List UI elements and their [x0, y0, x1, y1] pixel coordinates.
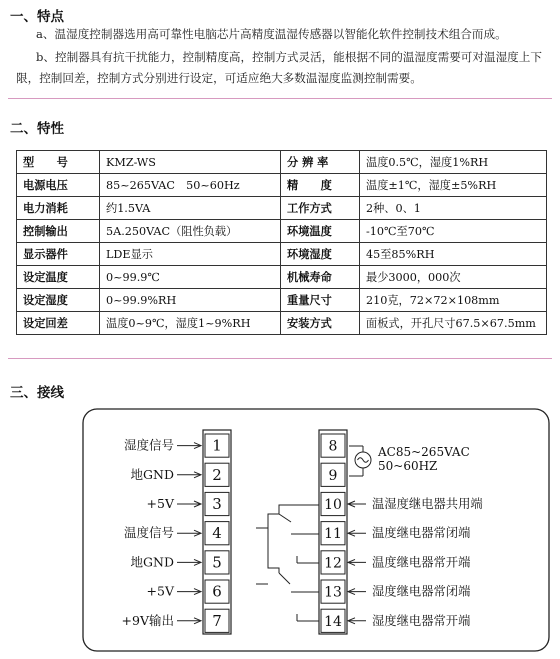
spec-value: 2种、0、1: [360, 197, 547, 220]
terminal-number: 5: [212, 553, 222, 572]
spec-label: 环境湿度: [281, 243, 360, 266]
power-spec-frequency: 50~60HZ: [378, 459, 438, 473]
spec-label: 分 辨 率: [281, 151, 360, 174]
spec-label: 工作方式: [281, 197, 360, 220]
spec-label: 重量尺寸: [281, 289, 360, 312]
spec-value: LDE显示: [100, 243, 281, 266]
terminal-label: 湿度信号: [123, 437, 174, 453]
feature-paragraph-b: b、控制器具有抗干扰能力，控制精度高，控制方式灵活，能根据不同的温湿度需要可对温湿度上下限，控制回差，控制方式分别进行设定，可适应绝大多数温湿度监测控制需要。: [16, 50, 542, 85]
terminal-number: 11: [324, 526, 342, 543]
spec-label: 设定温度: [17, 266, 100, 289]
terminal-label: 地GND: [130, 554, 174, 570]
humidity-relay-contact: [279, 573, 290, 584]
spec-value: 温度±1℃，湿度±5%RH: [360, 174, 547, 197]
spec-value: 45至85%RH: [360, 243, 547, 266]
spec-label: 控制输出: [17, 220, 100, 243]
spec-label: 环境温度: [281, 220, 360, 243]
spec-label: 电力消耗: [17, 197, 100, 220]
feature-paragraph-a: a、温湿度控制器选用高可靠性电脑芯片高精度温湿传感器以智能化软件控制技术组合而成。: [36, 27, 507, 41]
section-title-features: 一、特点: [10, 9, 64, 25]
spec-value: 面板式，开孔尺寸67.5×67.5mm: [360, 312, 547, 335]
terminal-label: 温度继电器常闭端: [372, 526, 471, 541]
spec-value: -10℃至70℃: [360, 220, 547, 243]
terminal-number: 1: [212, 436, 222, 455]
terminal-number: 13: [324, 584, 342, 601]
terminal-label: 温度信号: [123, 525, 174, 541]
section-title-specs: 二、特性: [10, 121, 64, 137]
spec-label: 型 号: [17, 151, 100, 174]
specs-table: [16, 150, 547, 335]
spec-label: 精 度: [281, 174, 360, 197]
terminal-label: 地GND: [130, 466, 174, 482]
terminal-number: 8: [328, 438, 338, 455]
terminal-label: +9V输出: [121, 612, 174, 628]
spec-value: 5A.250VAC（阻性负载）: [100, 220, 281, 243]
spec-value: 约1.5VA: [100, 197, 281, 220]
section-divider: [8, 358, 552, 359]
section-divider: [8, 98, 552, 99]
terminal-number: 12: [324, 555, 342, 572]
spec-row: [17, 220, 547, 243]
spec-label: 安装方式: [281, 312, 360, 335]
spec-row: [17, 151, 547, 174]
spec-label: 机械寿命: [281, 266, 360, 289]
terminal-number: 6: [212, 582, 222, 601]
terminal-number: 9: [328, 467, 338, 484]
temp-relay-contact: [279, 514, 291, 522]
spec-label: 显示器件: [17, 243, 100, 266]
spec-label: 设定湿度: [17, 289, 100, 312]
terminal-label: 温湿度继电器共用端: [372, 497, 483, 511]
power-spec-voltage: AC85~265VAC: [378, 445, 470, 459]
terminal-label: +5V: [146, 583, 174, 599]
terminal-label: 温度继电器常开端: [372, 555, 471, 570]
relay-schematic: [256, 505, 319, 621]
spec-row: [17, 174, 547, 197]
terminal-number: 10: [324, 497, 342, 513]
spec-value: 温度0.5℃，湿度1%RH: [360, 151, 547, 174]
spec-row: [17, 243, 547, 266]
spec-row: [17, 312, 547, 335]
wiring-diagram: [82, 408, 552, 653]
section-title-wiring: 三、接线: [10, 385, 64, 401]
terminal-number: 2: [212, 465, 222, 484]
spec-value: 210克，72×72×108mm: [360, 289, 547, 312]
spec-label: 电源电压: [17, 174, 100, 197]
spec-value: 最少3000，000次: [360, 266, 547, 289]
spec-value: 0~99.9℃: [100, 266, 281, 289]
terminal-number: 4: [212, 524, 222, 543]
terminal-number: 7: [212, 611, 222, 630]
spec-value: 0~99.9%RH: [100, 289, 281, 312]
terminal-label: 湿度继电器常闭端: [372, 584, 471, 599]
spec-value: KMZ-WS: [100, 151, 281, 174]
terminal-number: 14: [324, 613, 342, 630]
spec-label: 设定回差: [17, 312, 100, 335]
terminal-label: 湿度继电器常开端: [372, 613, 471, 628]
spec-value: 85~265VAC 50~60Hz: [100, 174, 281, 197]
spec-value: 温度0~9℃，湿度1~9%RH: [100, 312, 281, 335]
spec-row: [17, 266, 547, 289]
spec-row: [17, 289, 547, 312]
terminal-number: 3: [212, 495, 222, 513]
spec-row: [17, 197, 547, 220]
terminal-label: +5V: [146, 496, 174, 511]
